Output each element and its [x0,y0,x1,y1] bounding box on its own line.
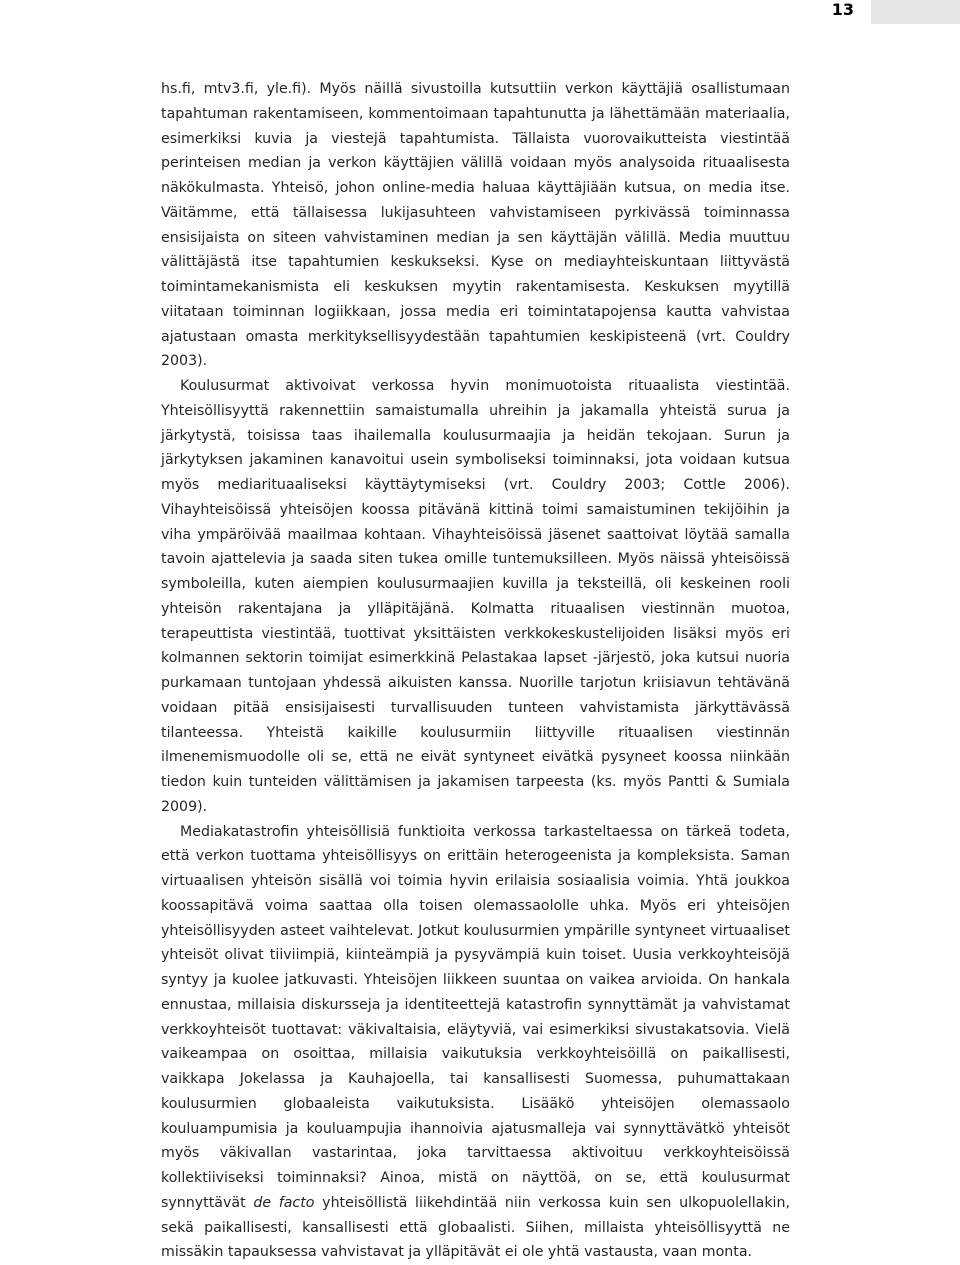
paragraph-2: Koulusurmat aktivoivat verkossa hyvin monimuotoista rituaalista viestintää. Yhteisöllisyyttä rakennettiin samaistumalla uhreihin ja jakamalla yhteistä surua ja järkytystä, toisissa taas ihailemalla koulusurmaajia ja heidän tekojaan. Surun ja järkytyksen jakaminen kanavoitui usein symboliseksi toiminnaksi, jota voidaan kutsua myös mediarituaaliseksi käyttäytymiseksi (vrt. Couldry 2003; Cottle 2006). Vihayhteisöissä yhteisöjen koossa pitävänä kittinä toimi samaistuminen tekijöihin ja viha ympäröivää maailmaa kohtaan. Vihayhteisöissä jäsenet saattoivat löytää samalla tavoin ajattelevia ja saada siten tukea omille tuntemuksilleen. Myös näissä yhteisöissä symboleilla, kuten aiempien koulusurmaajien kuvilla ja teksteillä, oli keskeinen rooli yhteisön rakentajana ja ylläpitäjänä. Kolmatta rituaalisen viestinnän muotoa, terapeuttista viestintää, tuottivat yksittäisten verkkokeskustelijoiden lisäksi myös eri kolmannen sektorin toimijat esimerkkinä Pelastakaa lapset -järjestö, joka kutsui nuoria purkamaan tuntojaan yhdessä aikuisten kanssa. Nuorille tarjotun kriisiavun tehtävänä voidaan pitää ensisijaisesti turvallisuuden tunteen vahvistamista järkyttävässä tilanteessa. Yhteistä kaikille koulusurmiin liittyville rituaalisen viestinnän ilmenemismuodolle oli se, että ne eivät syntyneet eivätkä pysyneet koossa niinkään tiedon kuin tunteiden välittämisen ja jakamisen tarpeesta (ks. myös Pantti & Sumiala 2009). [161,374,790,820]
page-tab [871,0,960,24]
page-number: 13 [832,1,854,19]
italic-term: de facto [253,1195,314,1211]
body-text [161,77,790,1265]
paragraph-3 [161,820,790,1265]
paragraph-3-text: Mediakatastrofin yhteisöllisiä funktioita verkossa tarkasteltaessa on tärkeä todeta, että verkon tuottama yhteisöllisyys on erittäin heterogeenista ja kompleksista. Saman virtuaalisen yhteisön sisällä voi toimia hyvin erilaisia sosiaalisia voimia. Yhtä joukkoa koossapitävä voima saattaa olla toisen olemassaololle uhka. Myös eri yhteisöjen yhteisöllisyyden asteet vaihtelevat. Jotkut koulusurmien ympärille syntyneet virtuaaliset yhteisöt olivat tiiviimpiä, kiinteämpiä ja pysyvämpiä kuin toiset. Uusia verkkoyhteisöjä syntyy ja kuolee jatkuvasti. Yhteisöjen liikkeen suuntaa on vaikea arvioida. On hankala ennustaa, millaisia diskursseja ja identiteettejä katastrofin synnyttämät ja vahvistamat verkkoyhteisöt tuottavat: väkivaltaisia, eläytyviä, vai esimerkiksi sivustakatsovia. Vielä vaikeampaa on osoittaa, millaisia vaikutuksia verkkoyhteisöillä on paikallisesti, vaikkapa Jokelassa ja Kauhajoella, tai kansallisesti Suomessa, puhumattakaan koulusurmien globaaleista vaikutuksista. Lisääkö yhteisöjen olemassaolo kouluampumisia ja kouluampujia ihannoivia ajatusmalleja vai synnyttävätkö yhteisöt myös väkivallan vastarintaa, joka tarvittaessa aktivoituu verkkoyhteisöissä kollektiiviseksi toiminnaksi? Ainoa, mistä on näyttöä, on se, että koulusurmat synnyttävät [161,824,790,1211]
paragraph-1: hs.fi, mtv3.fi, yle.fi). Myös näillä sivustoilla kutsuttiin verkon käyttäjiä osallistumaan tapahtuman rakentamiseen, kommentoimaan tapahtunutta ja lähettämään materiaalia, esimerkiksi kuvia ja viestejä tapahtumista. Tällaista vuorovaikutteista viestintää perinteisen median ja verkon käyttäjien välillä voidaan myös analysoida rituaalisesta näkökulmasta. Yhteisö, johon online-media haluaa käyttäjiään kutsua, on media itse. Väitämme, että tällaisessa lukijasuhteen vahvistamiseen pyrkivässä toiminnassa ensisijaista on siteen vahvistaminen median ja sen käyttäjän välillä. Media muuttuu välittäjästä itse tapahtumien keskukseksi. Kyse on mediayhteiskuntaan liittyvästä toimintamekanismista eli keskuksen myytin rakentamisesta. Keskuksen myytillä viitataan toiminnan logiikkaan, jossa media eri toimintatapojensa kautta vahvistaa ajatustaan omasta merkityksellisyydestään tapahtumien keskipisteenä (vrt. Couldry 2003). [161,77,790,374]
paragraph-3-tail: yhteisöllistä liikehdintää niin verkossa kuin sen ulkopuolellakin, sekä paikallisesti, kansallisesti että globaalisti. Siihen, millaista yhteisöllisyyttä ne missäkin tapauksessa vahvistavat ja ylläpitävät ei ole yhtä vastausta, vaan monta. [161,1195,790,1261]
